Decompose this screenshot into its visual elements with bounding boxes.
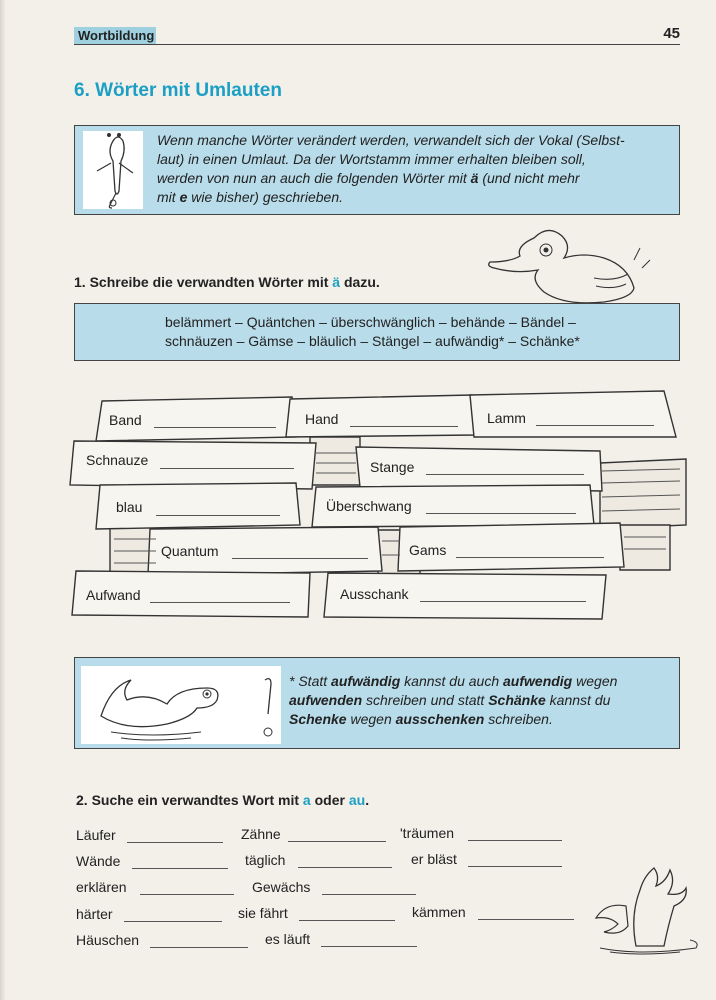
info-text-part: mit [157,189,180,205]
task-2-heading [76,792,369,808]
answer-line[interactable] [456,557,604,558]
word-box [74,303,680,361]
answer-line[interactable] [536,425,654,426]
note-line [289,672,669,691]
exercise-word: kämmen [412,904,466,920]
page-edge [0,0,6,1000]
answer-line[interactable] [288,841,386,842]
note-part: wegen [346,711,396,727]
board-label: Ausschank [340,586,409,602]
exercise-word: Häuschen [76,932,140,948]
header-rule [74,44,680,45]
note-part: schreiben und statt [362,692,489,708]
exercise-word: härter [76,906,113,922]
board-label: blau [116,499,143,515]
board-label: Stange [370,459,415,475]
page-number: 45 [663,25,680,42]
board-label: Hand [305,411,339,427]
note-bold: aufwändig [331,673,401,689]
info-line: Wenn manche Wörter verändert werden, verwandelt sich der Vokal (Selbst- [157,132,625,148]
board-label: Quantum [161,543,219,559]
answer-line[interactable] [132,868,228,869]
board-label: Band [109,412,142,428]
info-bold: ä [470,170,479,186]
answer-line[interactable] [321,946,417,947]
note-part: * Statt [289,673,332,689]
note-part: kannst du [545,692,611,708]
answer-line[interactable] [426,474,584,475]
info-text [157,131,677,207]
task-highlight: a [302,792,311,808]
task-1-heading [74,274,380,290]
answer-line[interactable] [232,558,368,559]
section-tag: Wortbildung [74,27,156,45]
note-part: kannst du auch [400,673,504,689]
note-line [289,710,669,729]
answer-line[interactable] [478,919,574,920]
answer-line[interactable] [150,602,290,603]
answer-line[interactable] [322,894,416,895]
board-label: Überschwang [326,498,412,514]
note-part: wegen [572,673,618,689]
info-line [157,188,677,207]
answer-line[interactable] [420,601,586,602]
answer-line[interactable] [127,842,223,843]
task-text: 1. Schreibe die verwandten Wörter mit [74,274,333,290]
info-text-part: werden von nun an auch die folgenden Wörter mit [157,170,471,186]
note-bold: aufwendig [503,673,573,689]
exercise-word: Wände [76,853,121,869]
info-text-part: wie bisher) geschrieben. [187,189,343,205]
board-label: Schnauze [86,452,149,468]
dragon-icon [590,856,706,956]
exercise-word: er bläst [411,851,457,867]
info-line [157,169,677,188]
answer-line[interactable] [426,513,576,514]
answer-line[interactable] [154,427,276,428]
duck-icon [484,220,654,306]
info-line: laut) in einen Umlaut. Da der Wortstamm immer erhalten bleiben soll, [157,151,586,167]
task-highlight: au [348,792,366,808]
answer-line[interactable] [150,947,248,948]
exercise-word: erklären [76,879,127,895]
answer-line[interactable] [468,840,562,841]
board-label: Aufwand [86,587,141,603]
task-text: . [365,792,370,808]
umlaut-figure-icon [83,131,143,209]
word-line: schnäuzen – Gämse – bläulich – Stängel – aufwändig* – Schänke* [165,333,580,349]
exercise-word: 'träumen [400,825,455,841]
note-line [289,691,669,710]
note-bold: Schenke [289,711,347,727]
board-label: Gams [409,542,447,558]
chapter-title: 6. Wörter mit Umlauten [74,80,282,101]
board-label: Lamm [487,410,526,426]
note-part: schreiben. [484,711,553,727]
info-box [74,125,680,215]
answer-line[interactable] [160,468,294,469]
task-text: dazu. [340,274,380,290]
task-text: oder [310,792,349,808]
answer-line[interactable] [156,515,280,516]
word-line: belämmert – Quäntchen – überschwänglich – behände – Bändel – [165,314,576,330]
exercise-word: Gewächs [252,879,311,895]
task-text: 2. Suche ein verwandtes Wort mit [76,792,303,808]
swan-icon [81,666,281,744]
exercise-word: es läuft [265,931,311,947]
answer-line[interactable] [350,426,458,427]
exercise-word: Läufer [76,827,116,843]
answer-line[interactable] [140,894,234,895]
info-text-part: (und nicht mehr [478,170,580,186]
answer-line[interactable] [124,921,222,922]
note-bold: ausschenken [395,711,485,727]
info-bold: e [179,189,188,205]
exercise-word: Zähne [241,826,281,842]
answer-line[interactable] [298,867,392,868]
note-box [74,657,680,749]
task-highlight: ä [332,274,341,290]
note-bold: Schänke [488,692,546,708]
note-text [289,672,669,729]
exercise-word: täglich [245,852,286,868]
answer-line[interactable] [299,920,395,921]
note-bold: aufwenden [289,692,363,708]
answer-line[interactable] [468,866,562,867]
exercise-word: sie fährt [238,905,288,921]
